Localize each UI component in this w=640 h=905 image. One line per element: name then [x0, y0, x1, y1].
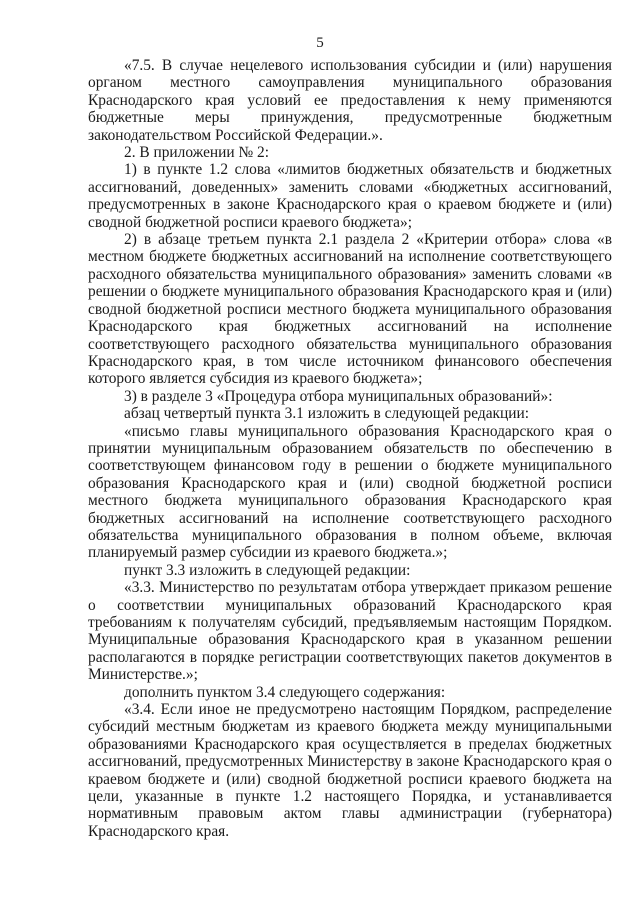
paragraph-item-2: 2) в абзаце третьем пункта 2.1 раздела 2 «Критерии отбора» слова «в местном бюджете бюджетных ассигнований на исполнение соответствующего расходного обязательства муниципального образования» заменить словами «в решении о бюджете муниципального образования Краснодарского края и (или) сводной бюджетной росписи местного бюджета муниципального образования Краснодарского края бюджетных ассигнований на исполнение соответствующего расходного обязательства муниципального образования Краснодарского края, в том числе источником финансового обеспечения которого является субсидия из краевого бюджета»; [88, 231, 612, 388]
paragraph-quote-3-4: «3.4. Если иное не предусмотрено настоящим Порядком, распределение субсидий местным бюджетам из краевого бюджета между муниципальными образованиями Краснодарского края осуществляется в пределах бюджетных ассигнований, предусмотренных Министерству в законе Краснодарского края о краевом бюджете и (или) сводной бюджетной росписи краевого бюджета на цели, указанные в пункте 1.2 настоящего Порядка, и устанавливается нормативным правовым актом главы администрации (губернатора) Краснодарского края. [88, 701, 612, 840]
paragraph-quote-3-1: «письмо главы муниципального образования Краснодарского края о принятии муниципальным образованием обязательств по обеспечению в соответствующем финансовом году в решении о бюджете муниципального образования Краснодарского края и (или) сводной бюджетной росписи местного бюджета муниципального образования Краснодарского края бюджетных ассигнований на исполнение соответствующего расходного обязательства муниципального образования в полном объеме, включая планируемый размер субсидии из краевого бюджета.»; [88, 422, 612, 562]
paragraph-item-1: 1) в пункте 1.2 слова «лимитов бюджетных обязательств и бюджетных ассигнований, доведенных» заменить словами «бюджетных ассигнований, предусмотренных в законе Краснодарского края о краевом бюджете и (или) сводной бюджетной росписи краевого бюджета»; [88, 161, 612, 231]
paragraph-appendix-2: 2. В приложении № 2: [124, 144, 269, 162]
document-body [88, 57, 612, 840]
paragraph-item-3: 3) в разделе 3 «Процедура отбора муниципальных образований»: [124, 387, 553, 405]
paragraph-point-3-4-intro: дополнить пунктом 3.4 следующего содержания: [124, 683, 446, 701]
paragraph-abzac-3-1: абзац четвертый пункта 3.1 изложить в следующей редакции: [124, 405, 529, 423]
paragraph-point-3-3-intro: пункт 3.3 изложить в следующей редакции: [124, 561, 411, 579]
page-number: 5 [316, 35, 324, 51]
paragraph-quote-3-3: «3.3. Министерство по результатам отбора утверждает приказом решение о соответствии муниципальных образований Краснодарского края требованиям к получателям субсидий, предъявляемым настоящим Порядком. Муниципальные образования Краснодарского края в указанном решении располагаются в порядке регистрации соответствующих пакетов документов в Министерстве.»; [88, 579, 612, 684]
paragraph-7-5: «7.5. В случае нецелевого использования субсидии и (или) нарушения органом местного самоуправления муниципального образования Краснодарского края условий ее предоставления к нему применяются бюджетные меры принуждения, предусмотренные бюджетным законодательством Российской Федерации.». [88, 57, 612, 144]
